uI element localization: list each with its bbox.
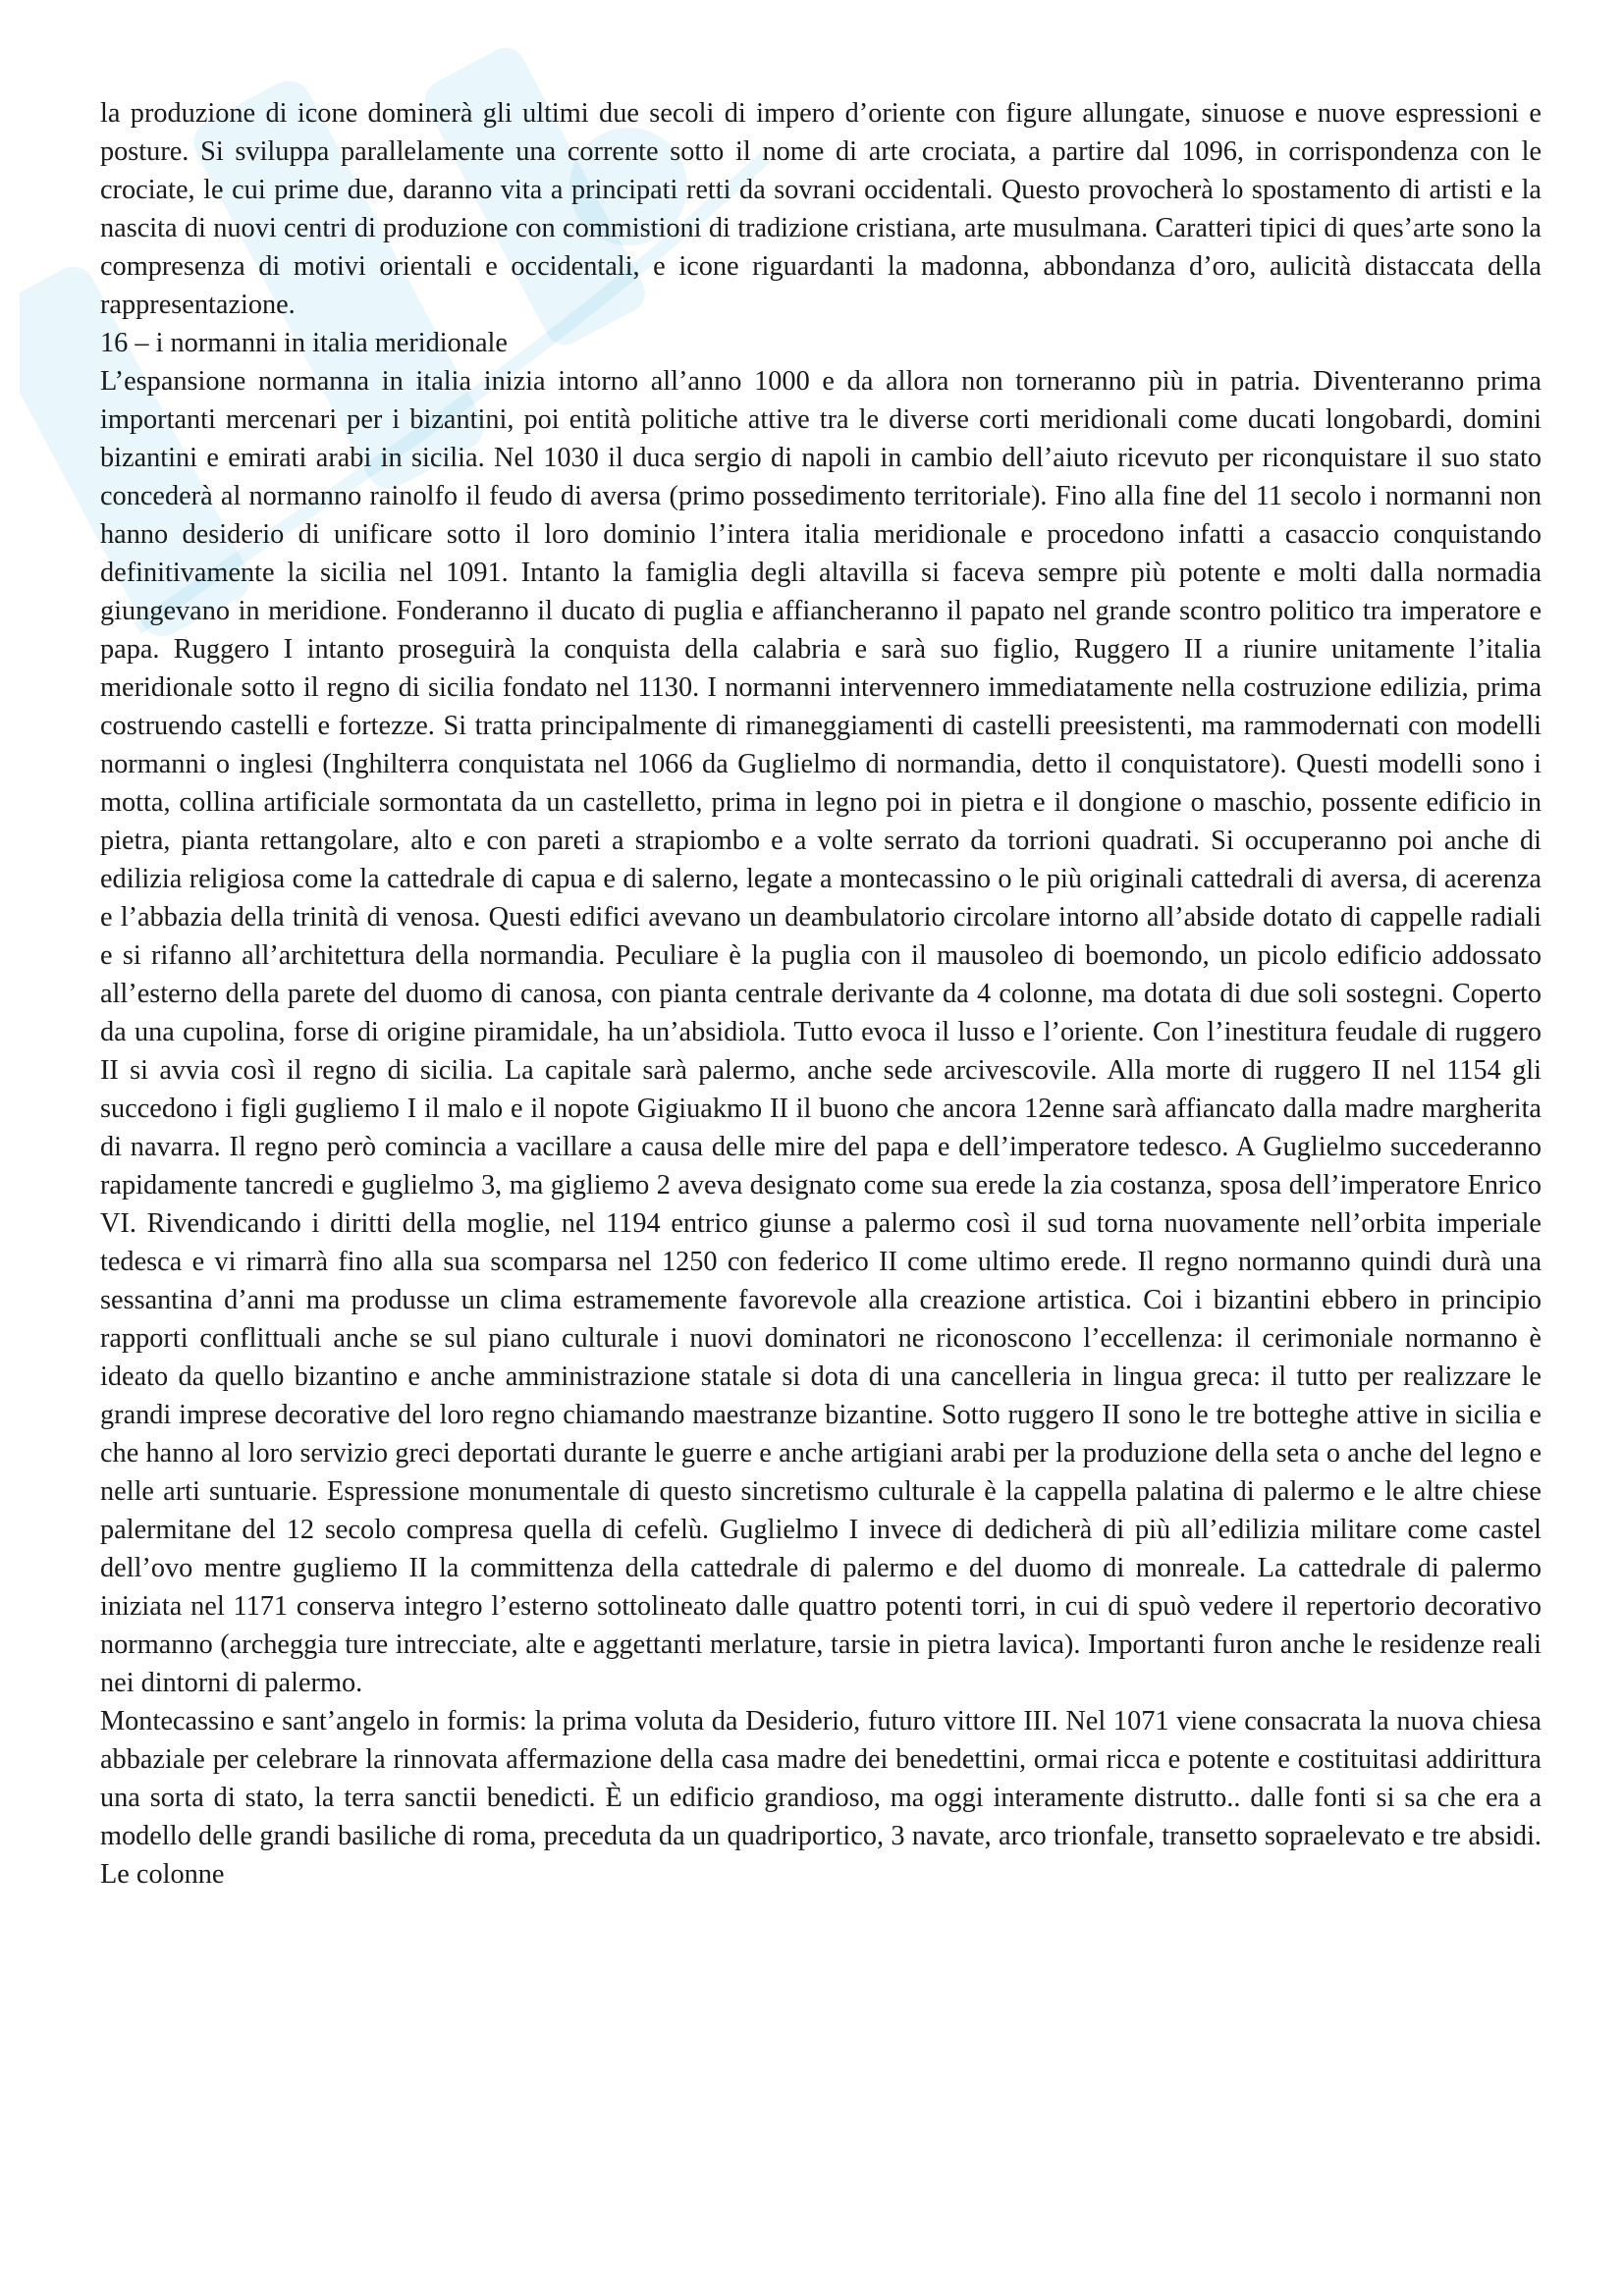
intro-paragraph: la produzione di icone dominerà gli ultimi due secoli di impero d’oriente con figure allungate, sinuose e nuove espressioni e posture. Si sviluppa parallelamente una corrente sotto il nome di arte crociata, a partire dal 1096, in corrispondenza con le crociate, le cui prime due, daranno vita a principati retti da sovrani occidentali. Questo provocherà lo spostamento di artisti e la nascita di nuovi centri di produzione con commistioni di tradizione cristiana, arte musulmana. Caratteri tipici di ques’arte sono la compresenza di motivi orientali e occidentali, e icone riguardanti la madonna, abbondanza d’oro, aulicità distaccata della rappresentazione. [100,98,1542,320]
body-paragraph: L’espansione normanna in italia inizia intorno all’anno 1000 e da allora non torneranno più in patria. Diventeranno prima importanti mercenari per i bizantini, poi entità politiche attive tra le diverse corti meridionali come ducati longobardi, domini bizantini e emirati arabi in sicilia. Nel 1030 il duca sergio di napoli in cambio dell’aiuto ricevuto per riconquistare il suo stato concederà al normanno rainolfo il feudo di aversa (primo possedimento territoriale). Fino alla fine del 11 secolo i normanni non hanno desiderio di unificare sotto il loro dominio l’intera italia meridionale e procedono infatti a casaccio conquistando definitivamente la sicilia nel 1091. Intanto la famiglia degli altavilla si faceva sempre più potente e molti dalla normadia giungevano in meridione. Fonderanno il ducato di puglia e affiancheranno il papato nel grande scontro politico tra imperatore e papa. Ruggero I intanto proseguirà la conquista della calabria e sarà suo figlio, Ruggero II a riunire unitamente l’italia meridionale sotto il regno di sicilia fondato nel 1130. I normanni intervennero immediatamente nella costruzione edilizia, prima costruendo castelli e fortezze. Si tratta principalmente di rimaneggiamenti di castelli preesistenti, ma rammodernati con modelli normanni o inglesi (Inghilterra conquistata nel 1066 da Guglielmo di normandia, detto il conquistatore). Questi modelli sono i motta, collina artificiale sormontata da un castelletto, prima in legno poi in pietra e il dongione o maschio, possente edificio in pietra, pianta rettangolare, alto e con pareti a strapiombo e a volte serrato da torrioni quadrati. Si occuperanno poi anche di edilizia religiosa come la cattedrale di capua e di salerno, legate a montecassino o le più originali cattedrali di aversa, di acerenza e l’abbazia della trinità di venosa. Questi edifici avevano un deambulatorio circolare intorno all’abside dotato di cappelle radiali e si rifanno all’architettura della normandia. Peculiare è la puglia con il mausoleo di boemondo, un picolo edificio addossato all’esterno della parete del duomo di canosa, con pianta centrale derivante da 4 colonne, ma dotata di due soli sostegni. Coperto da una cupolina, forse di origine piramidale, ha un’absidiola. Tutto evoca il lusso e l’oriente. Con l’inestitura feudale di ruggero II si avvia così il regno di sicilia. La capitale sarà palermo, anche sede arcivescovile. Alla morte di ruggero II nel 1154 gli succedono i figli gugliemo I il malo e il nopote Gigiuakmo II il buono che ancora 12enne sarà affiancato dalla madre margherita di navarra. Il regno però comincia a vacillare a causa delle mire del papa e dell’imperatore tedesco. A Guglielmo succederanno rapidamente tancredi e guglielmo 3, ma gigliemo 2 aveva designato come sua erede la zia costanza, sposa dell’imperatore Enrico VI. Rivendicando i diritti della moglie, nel 1194 entrico giunse a palermo così il sud torna nuovamente nell’orbita imperiale tedesca e vi rimarrà fino alla sua scomparsa nel 1250 con federico II come ultimo erede. Il regno normanno quindi durà una sessantina d’anni ma produsse un clima estramemente favorevole alla creazione artistica. Coi i bizantini ebbero in principio rapporti conflittuali anche se sul piano culturale i nuovi dominatori ne riconoscono l’eccellenza: il cerimoniale normanno è ideato da quello bizantino e anche amministrazione statale si dota di una cancelleria in lingua greca: il tutto per realizzare le grandi imprese decorative del loro regno chiamando maestranze bizantine. Sotto ruggero II sono le tre botteghe attive in sicilia e che hanno al loro servizio greci deportati durante le guerre e anche artigiani arabi per la produzione della seta o anche del legno e nelle arti suntuarie. Espressione monumentale di questo sincretismo culturale è la cappella palatina di palermo e le altre chiese palermitane del 12 secolo compresa quella di cefelù. Guglielmo I invece di dedicherà di più all’edilizia militare come castel dell’ovo mentre gugliemo II la committenza della cattedrale di palermo e del duomo di monreale. La cattedrale di palermo iniziata nel 1171 conserva integro l’esterno sottolineato dalle quattro potenti torri, in cui di spuò vedere il repertorio decorativo normanno (archeggia ture intrecciate, alte e aggettanti merlature, tarsie in pietra lavica). Importanti furon anche le residenze reali nei dintorni di palermo. [100,366,1542,1698]
section-heading: 16 – i normanni in italia meridionale [100,328,508,358]
last-paragraph: Montecassino e sant’angelo in formis: la prima voluta da Desiderio, futuro vittore III. Nel 1071 viene consacrata la nuova chiesa abbaziale per celebrare la rinnovata affermazione della casa madre dei benedettini, ormai ricca e potente e costituitasi addirittura una sorta di stato, la terra sanctii benedicti. È un edificio grandioso, ma oggi interamente distrutto.. dalle fonti si sa che era a modello delle grandi basiliche di roma, preceduta da un quadriportico, 3 navate, arco trionfale, transetto sopraelevato e tre absidi. Le colonne [100,1706,1542,1890]
document-page [100,94,1542,1894]
